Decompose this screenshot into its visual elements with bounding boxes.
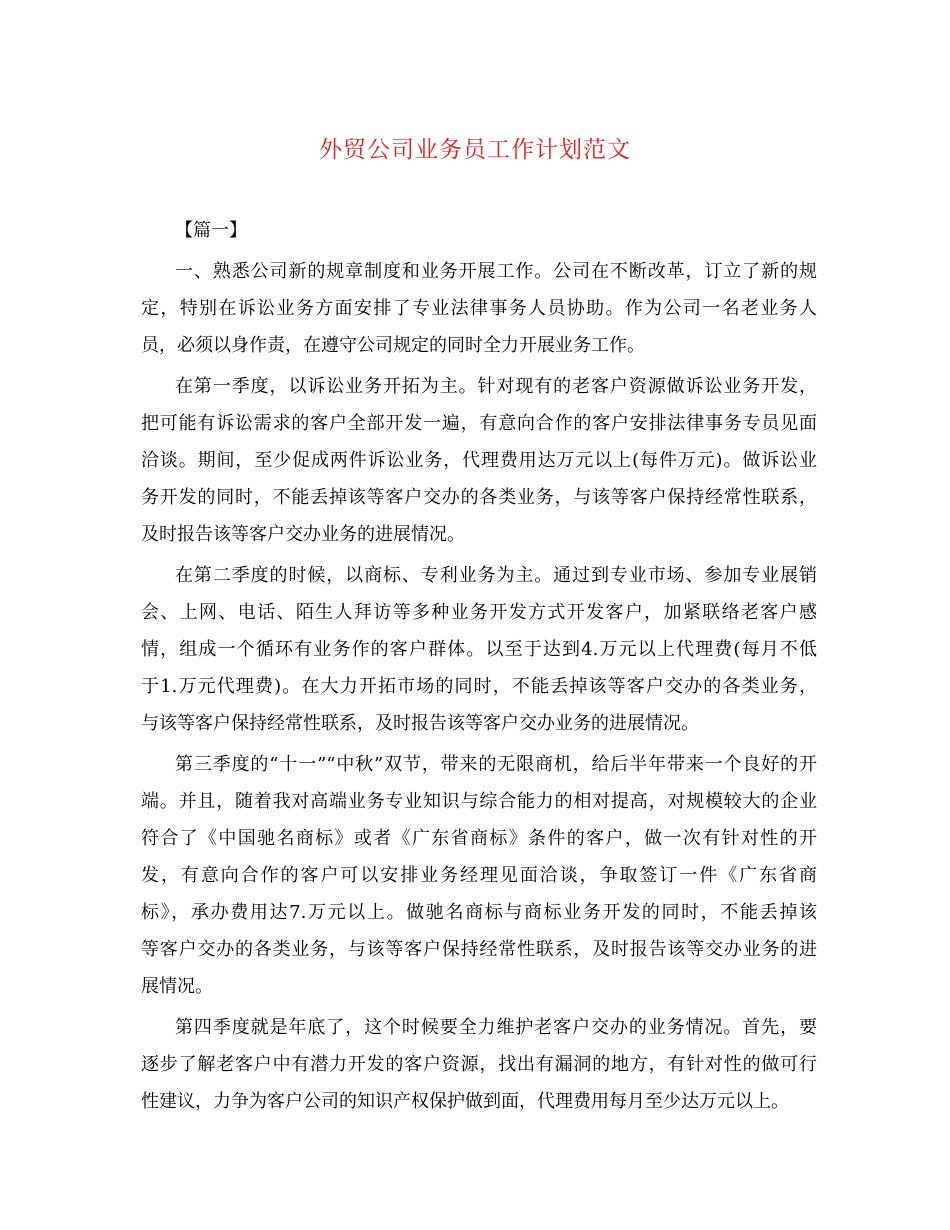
- paragraph-line: 员，必须以身作责，在遵守公司规定的同时全力开展业务工作。: [141, 335, 645, 356]
- paragraph: [141, 557, 817, 742]
- paragraph-line: 展情况。: [141, 976, 213, 997]
- paragraph-line: 第三季度的“十一”“中秋”双节，带来的无限商机，给后半年带来一个良好的开: [175, 754, 817, 775]
- paragraph-line: 一、熟悉公司新的规章制度和业务开展工作。公司在不断改革，订立了新的规: [175, 261, 817, 282]
- paragraph-line: 与该等客户保持经常性联系，及时报告该等客户交办业务的进展情况。: [141, 713, 699, 734]
- document-title: 外贸公司业务员工作计划范文: [319, 137, 631, 163]
- paragraph-line: 等客户交办的各类业务，与该等客户保持经常性联系，及时报告该等交办业务的进: [141, 939, 817, 960]
- document-body: [141, 253, 817, 1120]
- paragraph-line: 定，特别在诉讼业务方面安排了专业法律事务人员协助。作为公司一名老业务人: [141, 298, 817, 319]
- paragraph-line: 把可能有诉讼需求的客户全部开发一遍，有意向合作的客户安排法律事务专员见面: [141, 413, 817, 434]
- paragraph: [141, 368, 817, 553]
- paragraph-line: 于1.万元代理费)。在大力开拓市场的同时，不能丢掉该等客户交办的各类业务，: [141, 676, 817, 697]
- paragraph-line: 端。并且，随着我对高端业务专业知识与综合能力的相对提高，对规模较大的企业: [141, 791, 817, 812]
- paragraph-line: 洽谈。期间，至少促成两件诉讼业务，代理费用达万元以上(每件万元)。做诉讼业: [141, 450, 817, 471]
- paragraph-line: 逐步了解老客户中有潜力开发的客户资源，找出有漏洞的地方，有针对性的做可行: [141, 1054, 817, 1075]
- paragraph-line: 及时报告该等客户交办业务的进展情况。: [141, 524, 465, 545]
- paragraph: [141, 253, 817, 364]
- section-label: 【篇一】: [175, 220, 247, 241]
- paragraph-line: 会、上网、电话、陌生人拜访等多种业务开发方式开发客户，加紧联络老客户感: [141, 602, 817, 623]
- paragraph-line: 第四季度就是年底了，这个时候要全力维护老客户交办的业务情况。首先，要: [175, 1017, 817, 1038]
- paragraph: [141, 1009, 817, 1120]
- paragraph-line: 情，组成一个循环有业务作的客户群体。以至于达到4.万元以上代理费(每月不低: [141, 639, 817, 660]
- paragraph-line: 务开发的同时，不能丢掉该等客户交办的各类业务，与该等客户保持经常性联系，: [141, 487, 817, 508]
- paragraph-line: 符合了《中国驰名商标》或者《广东省商标》条件的客户，做一次有针对性的开: [141, 828, 817, 849]
- paragraph-line: 在第二季度的时候，以商标、专利业务为主。通过到专业市场、参加专业展销: [175, 565, 817, 586]
- paragraph-line: 发，有意向合作的客户可以安排业务经理见面洽谈，争取签订一件《广东省商: [141, 865, 817, 886]
- paragraph-line: 性建议，力争为客户公司的知识产权保护做到面，代理费用每月至少达万元以上。: [141, 1091, 789, 1112]
- paragraph-line: 标》，承办费用达7.万元以上。做驰名商标与商标业务开发的同时，不能丢掉该: [141, 902, 817, 923]
- paragraph-line: 在第一季度，以诉讼业务开拓为主。针对现有的老客户资源做诉讼业务开发，: [175, 376, 817, 397]
- paragraph: [141, 746, 817, 1005]
